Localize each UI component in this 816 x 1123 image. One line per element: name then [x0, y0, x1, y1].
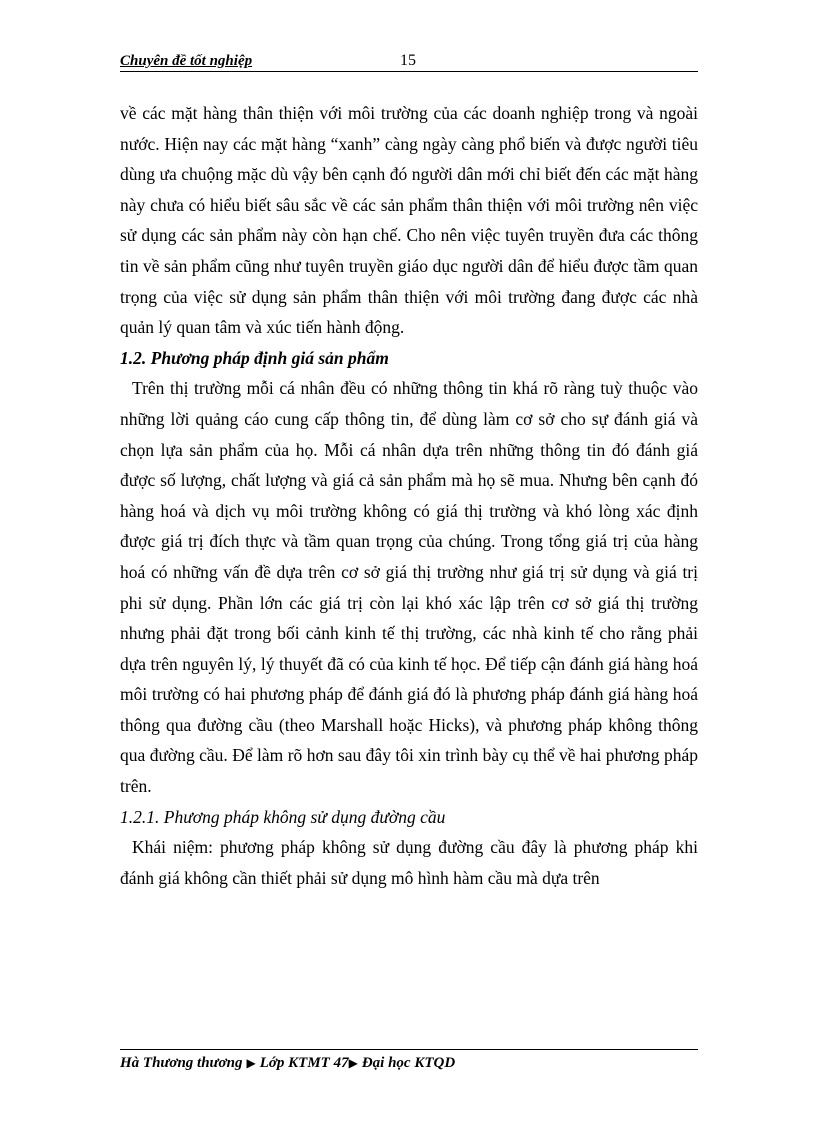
paragraph: Khái niệm: phương pháp không sử dụng đường cầu đây là phương pháp khi đánh giá không cần thiết phải sử dụng mô hình hàm cầu mà dựa trên [120, 837, 698, 888]
paragraph: Trên thị trường mỗi cá nhân đều có những thông tin khá rõ ràng tuỳ thuộc vào những lời quảng cáo cung cấp thông tin, để dùng làm cơ sở cho sự đánh giá và chọn lựa sản phẩm của họ. Mỗi cá nhân dựa trên những thông tin đó đánh giá được số lượng, chất lượng và giá cả sản phẩm mà họ sẽ mua. Nhưng bên cạnh đó hàng hoá và dịch vụ môi trường không có giá thị trường và khó lòng xác định được giá trị đích thực và tầm quan trọng của chúng. Trong tổng giá trị của hàng hoá có những vấn đề dựa trên cơ sở giá thị trường như giá trị sử dụng và giá trị phi sử dụng. Phần lớn các giá trị còn lại khó xác lập trên cơ sở giá thị trường nhưng phải đặt trong bối cảnh kinh tế thị trường, các nhà kinh tế cho rằng phải dựa trên nguyên lý, lý thuyết đã có của kinh tế học. Để tiếp cận đánh giá hàng hoá môi trường có hai phương pháp để đánh giá đó là phương pháp đánh giá hàng hoá thông qua đường cầu (theo Marshall hoặc Hicks), và phương pháp không thông qua đường cầu. Để làm rõ hơn sau đây tôi xin trình bày cụ thể về hai phương pháp trên. [120, 378, 698, 797]
subsection-heading: 1.2.1. Phương pháp không sử dụng đường cầu [120, 806, 446, 827]
right-triangle-icon: ▶ [348, 1056, 358, 1070]
page-body [120, 98, 698, 893]
header-title: Chuyên đề tốt nghiệp [120, 53, 253, 69]
footer-class: Lớp KTMT 47 [259, 1055, 349, 1071]
page-header [120, 51, 698, 72]
paragraph: về các mặt hàng thân thiện với môi trường của các doanh nghiệp trong và ngoài nước. Hiện nay các mặt hàng “xanh” càng ngày càng phổ biến và được người tiêu dùng ưa chuộng mặc dù vậy bên cạnh đó người dân mới chỉ biết đến các mặt hàng này chưa có hiểu biết sâu sắc về các sản phẩm thân thiện với môi trường nên việc sử dụng các sản phẩm này còn hạn chế. Cho nên việc tuyên truyền đưa các thông tin về sản phẩm cũng như tuyên truyền giáo dục người dân để hiểu được tầm quan trọng của việc sử dụng sản phẩm thân thiện với môi trường đang được các nhà quản lý quan tâm và xúc tiến hành động. [120, 103, 698, 338]
footer-university: Đại học KTQD [361, 1055, 456, 1071]
footer-author: Hà Thương thương [120, 1055, 243, 1071]
section-heading: 1.2. Phương pháp định giá sản phẩm [120, 347, 389, 368]
right-triangle-icon: ▶ [246, 1056, 256, 1070]
page-number: 15 [400, 52, 416, 69]
page-footer [120, 1049, 698, 1072]
